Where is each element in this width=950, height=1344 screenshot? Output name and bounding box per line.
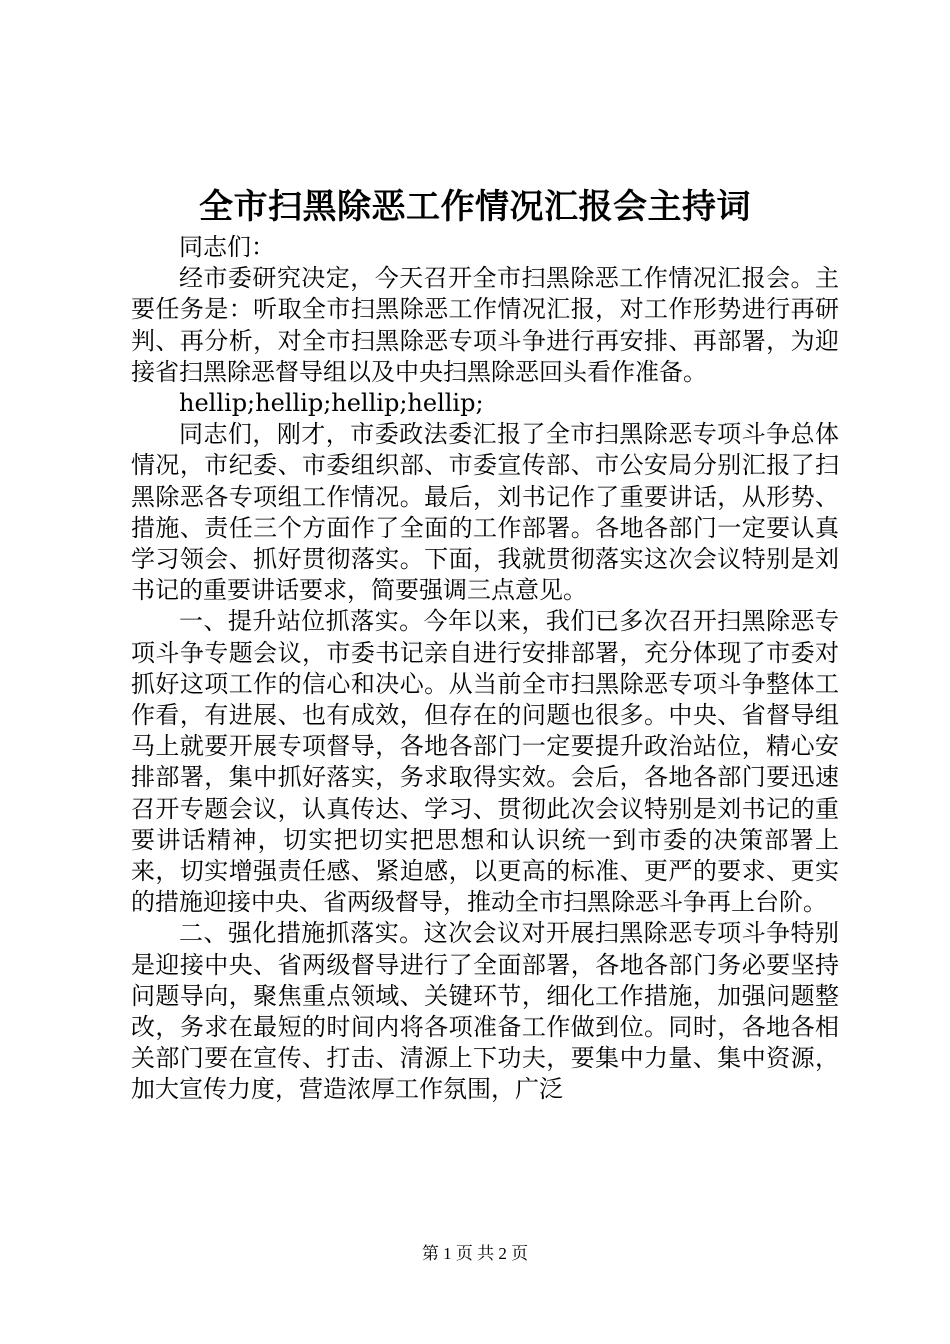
page-number-footer: 第 1 页 共 2 页	[421, 1244, 529, 1263]
document-body	[131, 232, 839, 1106]
paragraph-intro: 经市委研究决定，今天召开全市扫黑除恶工作情况汇报会。主要任务是：听取全市扫黑除恶工作情况汇报，对工作形势进行再研判、再分析，对全市扫黑除恶专项斗争进行再安排、再部署，为迎接省扫黑除恶督导组以及中央扫黑除恶回头看作准备。	[131, 264, 839, 386]
paragraph-ellipsis: hellip;hellip;hellip;hellip;	[179, 389, 484, 418]
paragraph-summary: 同志们，刚才，市委政法委汇报了全市扫黑除恶专项斗争总体情况，市纪委、市委组织部、市委宣传部、市公安局分别汇报了扫黑除恶各专项组工作情况。最后，刘书记作了重要讲话，从形势、措施、责任三个方面作了全面的工作部署。各地各部门一定要认真学习领会、抓好贯彻落实。下面，我就贯彻落实这次会议特别是刘书记的重要讲话要求，简要强调三点意见。	[131, 420, 839, 605]
paragraph-point-two: 二、强化措施抓落实。这次会议对开展扫黑除恶专项斗争特别是迎接中央、省两级督导进行了全面部署，各地各部门务必要坚持问题导向，聚焦重点领域、关键环节，细化工作措施，加强问题整改，务求在最短的时间内将各项准备工作做到位。同时，各地各相关部门要在宣传、打击、清源上下功夫，要集中力量、集中资源，加大宣传力度，营造浓厚工作氛围，广泛	[131, 919, 839, 1104]
document-title: 全市扫黑除恶工作情况汇报会主持词	[199, 187, 751, 227]
paragraph-salutation: 同志们：	[179, 233, 275, 261]
paragraph-point-one: 一、提升站位抓落实。今年以来，我们已多次召开扫黑除恶专项斗争专题会议，市委书记亲自进行安排部署，充分体现了市委对抓好这项工作的信心和决心。从当前全市扫黑除恶专项斗争整体工作看，有进展、也有成效，但存在的问题也很多。中央、省督导组马上就要开展专项督导，各地各部门一定要提升政治站位，精心安排部署，集中抓好落实，务求取得实效。会后，各地各部门要迅速召开专题会议，认真传达、学习、贯彻此次会议特别是刘书记的重要讲话精神，切实把切实把思想和认识统一到市委的决策部署上来，切实增强责任感、紧迫感，以更高的标准、更严的要求、更实的措施迎接中央、省两级督导，推动全市扫黑除恶斗争再上台阶。	[131, 607, 839, 917]
